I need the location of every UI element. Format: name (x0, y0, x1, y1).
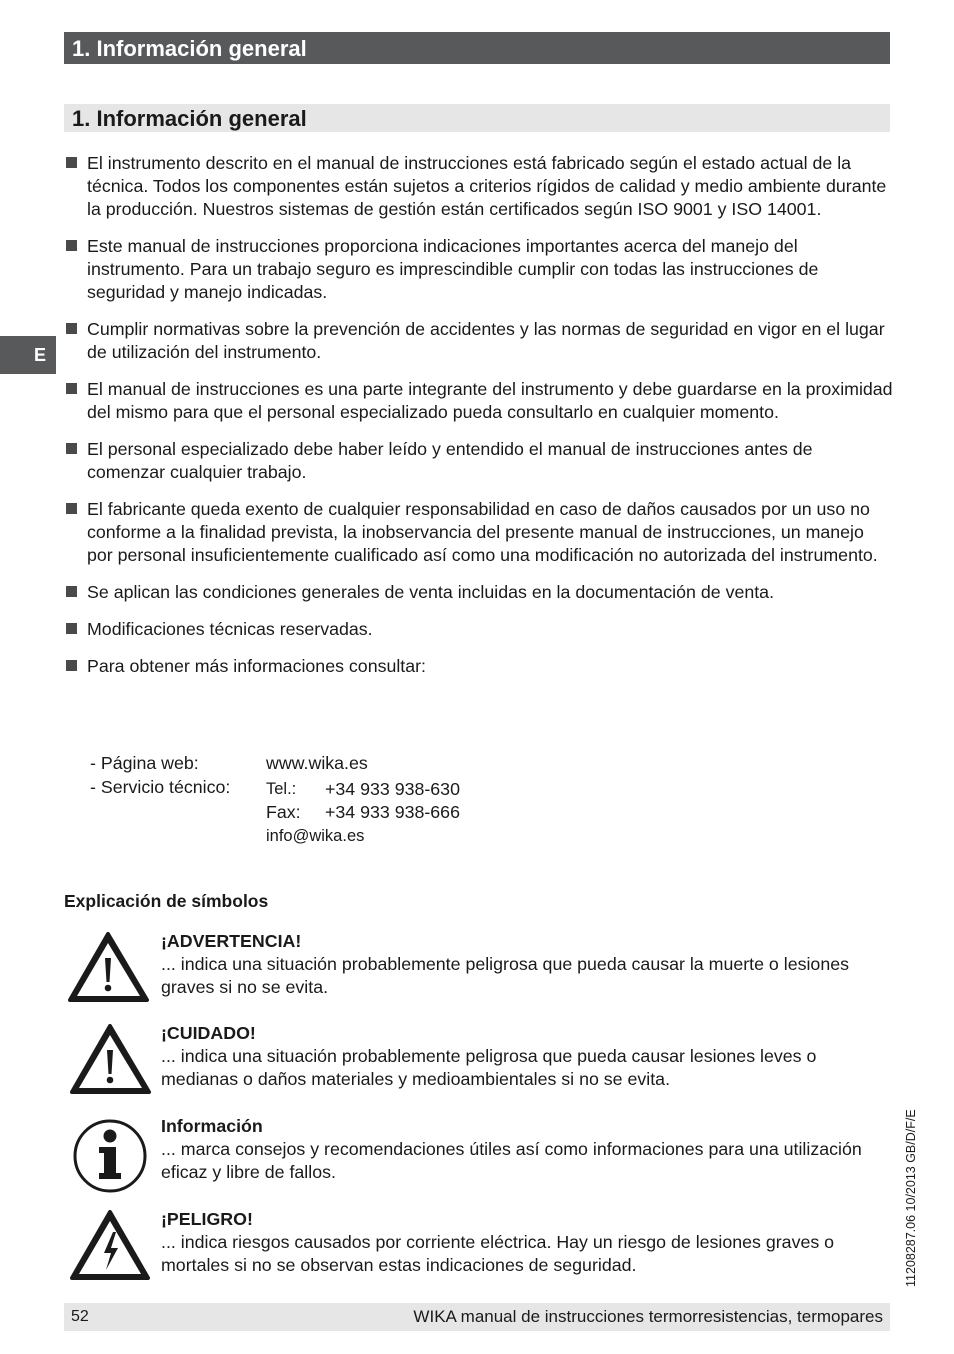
list-item-text: Se aplican las condiciones generales de venta incluidas en la documentación de venta. (87, 582, 775, 602)
list-item-text: El instrumento descrito en el manual de instrucciones está fabricado según el estado actual de la técnica. Todos los componentes están sujetos a criterios rígidos de calidad y medio ambiente durante la producción. Nuestros sistemas de gestión están certificados según ISO 9001 y ISO 14001. (87, 153, 887, 219)
bullet-square-icon (66, 383, 77, 394)
list-item (64, 581, 894, 604)
list-item (64, 655, 894, 678)
symbol-title: ¡CUIDADO! (161, 1023, 256, 1043)
list-item-text: Este manual de instrucciones proporciona indicaciones importantes acerca del manejo del instrumento. Para un trabajo seguro es imprescindible cumplir con todas las instrucciones de seguridad y manejo indicadas. (87, 236, 819, 302)
symbol-caution (68, 1022, 890, 1110)
document-code: 11208287.06 10/2013 GB/D/F/E (904, 1109, 918, 1287)
page-number: 52 (71, 1308, 89, 1325)
language-tab: E (0, 336, 56, 374)
bullet-square-icon (66, 323, 77, 334)
bullet-square-icon (66, 443, 77, 454)
fax-label: Fax: (266, 802, 301, 822)
footer-title: WIKA manual de instrucciones termorresistencias, termopares (413, 1307, 883, 1326)
symbol-information (68, 1115, 890, 1203)
tel-label: Tel.: (266, 780, 297, 798)
list-item (64, 235, 894, 304)
list-item-text: Para obtener más informaciones consultar: (87, 656, 426, 676)
symbols-heading: Explicación de símbolos (64, 891, 269, 911)
information-icon (68, 1115, 152, 1199)
web-label: - Página web: (90, 753, 199, 773)
list-item (64, 378, 894, 424)
list-item-text: El fabricante queda exento de cualquier responsabilidad en caso de daños causados por un uso no conforme a la finalidad prevista, la inobservancia del presente manual de instrucciones, un manejo por personal insuficientemente cualificado así como una modificación no autorizada del instrumento. (87, 499, 878, 565)
list-item (64, 152, 894, 221)
symbol-title: ¡PELIGRO! (161, 1209, 253, 1229)
chapter-header: 1. Información general (64, 32, 890, 64)
bullet-square-icon (66, 503, 77, 514)
service-label: - Servicio técnico: (90, 777, 231, 797)
list-item-text: Cumplir normativas sobre la prevención de accidentes y las normas de seguridad en vigor en el lugar de utilización del instrumento. (87, 319, 885, 362)
bullet-square-icon (66, 586, 77, 597)
list-item-text: Modificaciones técnicas reservadas. (87, 619, 373, 639)
caution-icon (68, 1022, 152, 1106)
bullet-square-icon (66, 623, 77, 634)
list-item (64, 318, 894, 364)
bullet-square-icon (66, 157, 77, 168)
list-item-text: El personal especializado debe haber leído y entendido el manual de instrucciones antes de comenzar cualquier trabajo. (87, 439, 813, 482)
symbol-description: ... indica una situación probablemente peligrosa que pueda causar la muerte o lesiones graves si no se evita. (161, 954, 849, 997)
warning-icon (68, 930, 152, 1014)
web-link[interactable]: www.wika.es (266, 753, 368, 773)
bullet-square-icon (66, 660, 77, 671)
symbol-description: ... indica riesgos causados por corriente eléctrica. Hay un riesgo de lesiones graves o mortales si no se observan estas indicaciones de seguridad. (161, 1232, 835, 1275)
fax-value: +34 933 938-666 (325, 802, 460, 822)
tel-value: +34 933 938-630 (325, 779, 460, 799)
list-item (64, 498, 894, 567)
bullet-list (64, 152, 894, 692)
symbol-description: ... indica una situación probablemente peligrosa que pueda causar lesiones leves o medianas o daños materiales y medioambientales si no se evita. (161, 1046, 817, 1089)
section-title: 1. Información general (64, 104, 890, 132)
email-link[interactable]: info@wika.es (266, 827, 365, 845)
electrical-danger-icon (68, 1208, 152, 1292)
bullet-square-icon (66, 240, 77, 251)
symbol-title: ¡ADVERTENCIA! (161, 931, 302, 951)
symbol-description: ... marca consejos y recomendaciones útiles así como informaciones para una utilización eficaz y libre de fallos. (161, 1139, 862, 1182)
symbol-danger (68, 1208, 890, 1296)
list-item (64, 438, 894, 484)
page-footer (64, 1303, 890, 1331)
symbol-warning (68, 930, 890, 1018)
symbol-title: Información (161, 1116, 263, 1136)
list-item (64, 618, 894, 641)
list-item-text: El manual de instrucciones es una parte integrante del instrumento y debe guardarse en la proximidad del mismo para que el personal especializado pueda consultarlo en cualquier momento. (87, 379, 893, 422)
